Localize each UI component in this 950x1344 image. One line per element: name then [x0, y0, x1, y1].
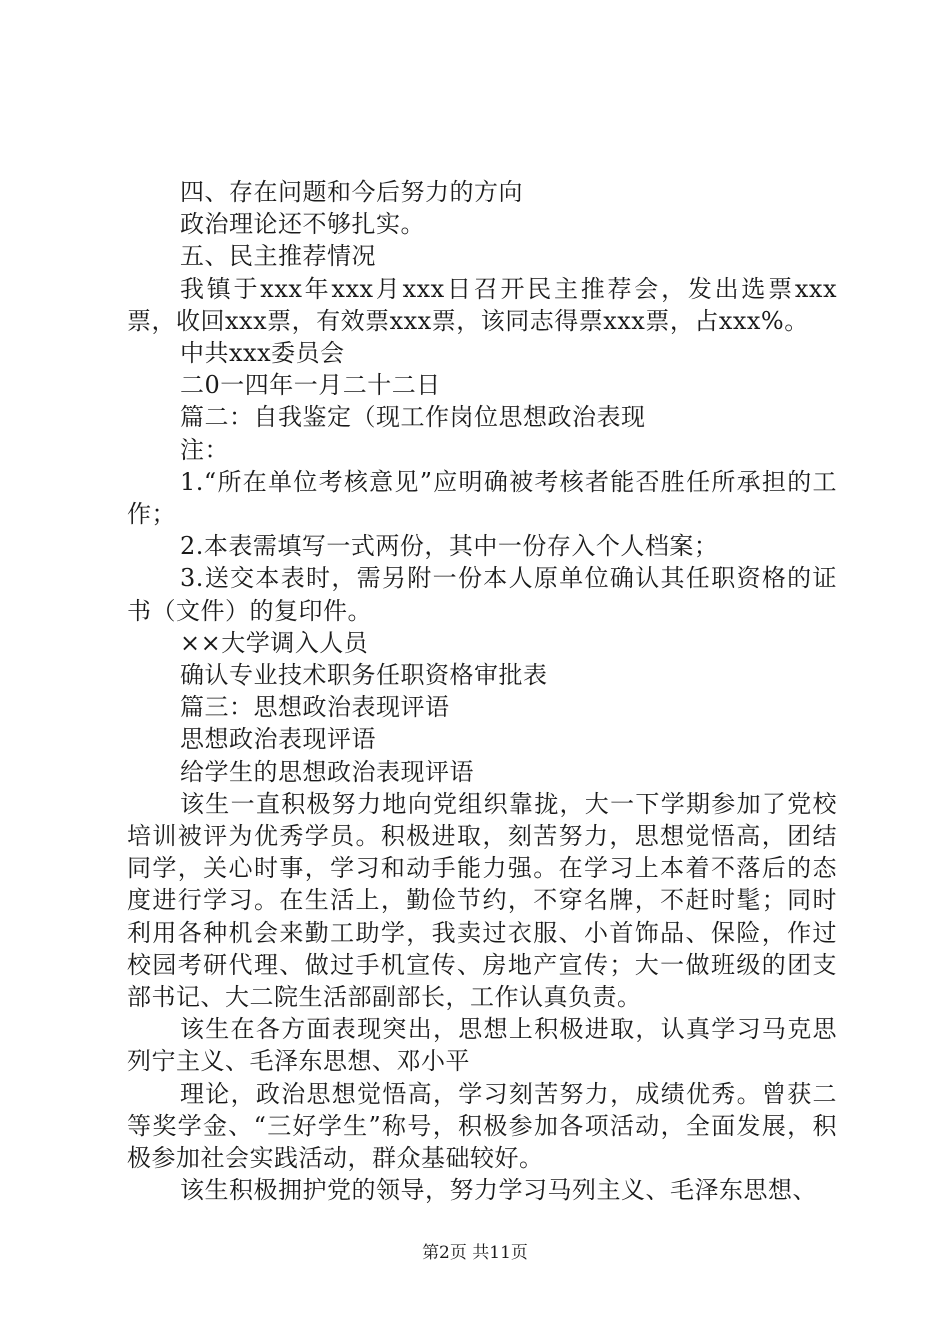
paragraph: 理论，政治思想觉悟高，学习刻苦努力，成绩优秀。曾获二等奖学金、“三好学生”称号，积极参加各项活动，全面发展，积极参加社会实践活动，群众基础较好。: [127, 1079, 837, 1173]
document-body: [127, 176, 837, 1207]
paragraph: 该生一直积极努力地向党组织靠拢，大一下学期参加了党校培训被评为优秀学员。积极进取，刻苦努力，思想觉悟高，团结同学，关心时事，学习和动手能力强。在学习上本着不落后的态度进行学习。在生活上，勤俭节约，不穿名牌，不赶时髦；同时利用各种机会来勤工助学，我卖过衣服、小首饰品、保险，作过校园考研代理、做过手机宣传、房地产宣传；大一做班级的团支部书记、大二院生活部副部长，工作认真负责。: [127, 789, 837, 1012]
paragraph-note-2: 2.本表需填写一式两份，其中一份存入个人档案；: [180, 532, 719, 561]
paragraph-note-3: 3.送交本表时，需另附一份本人原单位确认其任职资格的证书（文件）的复印件。: [127, 564, 837, 625]
paragraph: 该生在各方面表现突出，思想上积极进取，认真学习马克思列宁主义、毛泽东思想、邓小平: [127, 1015, 837, 1076]
page-footer: [0, 1242, 950, 1264]
paragraph-section-3-title: 篇三：思想政治表现评语: [180, 693, 450, 722]
paragraph: 确认专业技术职务任职资格审批表: [180, 661, 548, 690]
paragraph-note-label: 注：: [180, 435, 229, 464]
paragraph: ××大学调入人员: [180, 628, 369, 657]
paragraph: 思想政治表现评语: [180, 725, 376, 754]
paragraph-heading-5: 五、民主推荐情况: [180, 242, 376, 271]
paragraph: 我镇于xxx年xxx月xxx日召开民主推荐会，发出选票xxx票，收回xxx票，有效票xxx票，该同志得票xxx票，占xxx%。: [127, 274, 837, 335]
paragraph-note-1: 1.“所在单位考核意见”应明确被考核者能否胜任所承担的工作；: [127, 467, 837, 529]
paragraph-section-2-title: 篇二：自我鉴定（现工作岗位思想政治表现: [180, 403, 646, 432]
page-number-label: 第2页 共11页: [422, 1243, 528, 1263]
paragraph-signature-org: 中共xxx委员会: [180, 339, 345, 368]
paragraph-heading-4: 四、存在问题和今后努力的方向: [180, 178, 523, 206]
paragraph: 政治理论还不够扎实。: [180, 210, 425, 239]
paragraph: 该生积极拥护党的领导，努力学习马列主义、毛泽东思想、: [180, 1176, 817, 1205]
paragraph: 给学生的思想政治表现评语: [180, 757, 474, 786]
paragraph-date: 二0一四年一月二十二日: [180, 371, 441, 400]
